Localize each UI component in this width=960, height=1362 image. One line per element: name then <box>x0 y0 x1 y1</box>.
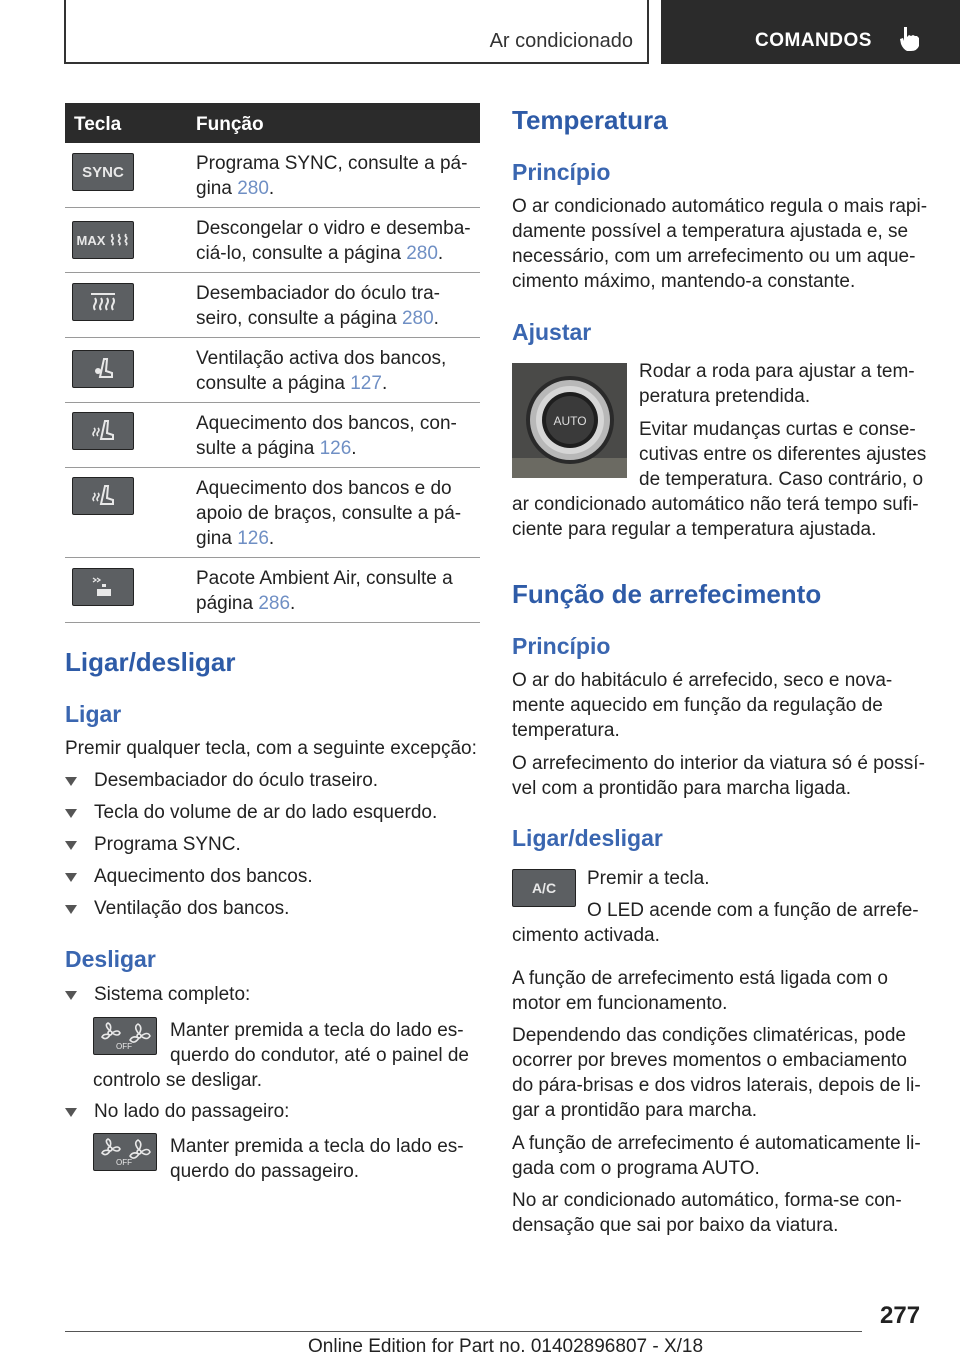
bullet-triangle-icon <box>65 873 77 882</box>
row-text: Aquecimento dos bancos e do apoio de braços, consulte a pá- gina 126. <box>196 478 462 549</box>
row-text: Desembaciador do óculo tra- seiro, consulte a página 280. <box>196 283 440 329</box>
heading-temperatura: Temperatura <box>512 105 668 135</box>
table-row <box>65 208 480 273</box>
table-header <box>65 103 480 143</box>
bullet-triangle-icon <box>65 841 77 850</box>
desligar-text-1a: Manter premida a tecla do lado es- <box>170 1020 464 1041</box>
footer-divider <box>65 1331 862 1332</box>
row-text: Descongelar o vidro e desemba- ciá-lo, consulte a página 280. <box>196 218 471 264</box>
ld-p2a: O LED acende com a função de arrefe- <box>587 900 919 921</box>
table-row <box>65 403 480 468</box>
ld-p3: A função de arrefecimento está ligada com o motor em funcionamento. <box>512 968 889 1014</box>
table-row <box>65 143 480 208</box>
svg-text:OFF: OFF <box>116 1158 132 1167</box>
page-link[interactable]: 126 <box>237 528 269 549</box>
page-link[interactable]: 280 <box>237 178 269 199</box>
temp-paragraph: O ar condicionado automático regula o mais rapi- damente possível a temperatura ajustada e, se necessário, com um arrefecimento ou um aque- cimento máximo, mantendo-a constante. <box>512 196 928 292</box>
header-chapter-title: COMANDOS <box>755 30 872 51</box>
ajustar-p1: Rodar a roda para ajustar a tem- peratura pretendida. <box>639 361 915 407</box>
seat-heating-button-icon <box>72 412 134 450</box>
heading-principio-2: Princípio <box>512 633 611 659</box>
heading-ajustar: Ajustar <box>512 319 592 345</box>
heading-funcao-arrefecimento: Função de arrefecimento <box>512 579 822 609</box>
max-defrost-button-icon: MAX ⌇⌇⌇ <box>72 221 134 259</box>
heading-principio: Princípio <box>512 159 611 185</box>
ld-p2b: cimento activada. <box>512 925 660 946</box>
funcao-p2: O arrefecimento do interior da viatura só é possí- vel com a prontidão para marcha ligada. <box>512 753 925 799</box>
bullet-triangle-icon <box>65 1108 77 1117</box>
row-text: Ventilação activa dos bancos, consulte a página 127. <box>196 348 447 394</box>
heading-ligar-desligar-2: Ligar/desligar <box>512 825 663 851</box>
svg-text:OFF: OFF <box>116 1042 132 1051</box>
ajustar-p2: Evitar mudanças curtas e conse- cutivas entre os diferentes ajustes de temperatura. Caso contrário, o <box>639 419 927 490</box>
ld-p5: A função de arrefecimento é automaticamente li- gada com o programa AUTO. <box>512 1133 921 1179</box>
page-link[interactable]: 127 <box>350 373 382 394</box>
ac-button-icon: A/C <box>512 869 576 907</box>
list-item: Ventilação dos bancos. <box>65 896 480 921</box>
header-chapter-box <box>661 0 960 64</box>
ld-p1: Premir a tecla. <box>587 868 710 889</box>
desligar-text-2a: Manter premida a tecla do lado es- <box>170 1136 464 1157</box>
page-link[interactable]: 126 <box>319 438 352 459</box>
seat-armrest-heating-button-icon <box>72 477 134 515</box>
knob-auto-label: AUTO <box>553 414 587 428</box>
bullet-triangle-icon <box>65 777 77 786</box>
bullet-triangle-icon <box>65 991 77 1000</box>
footer-edition: Online Edition for Part no. 01402896807 - X/18 <box>308 1336 704 1357</box>
table-row <box>65 468 480 558</box>
heading-ligar-desligar: Ligar/desligar <box>65 647 236 677</box>
funcao-p1: O ar do habitáculo é arrefecido, seco e nova- mente aquecido em função da regulação de temperatura. <box>512 670 893 741</box>
temperature-knob-image <box>512 363 627 478</box>
list-item: Programa SYNC. <box>65 832 480 857</box>
sync-button-icon: SYNC <box>72 153 134 191</box>
fan-off-button-icon <box>93 1017 157 1055</box>
list-item: Tecla do volume de ar do lado esquerdo. <box>65 800 480 825</box>
col-header-function: Função <box>196 114 264 135</box>
header-section-title: Ar condicionado <box>489 30 633 52</box>
ambient-air-button-icon <box>72 568 134 606</box>
desligar-text-1b: querdo do condutor, até o painel de <box>170 1045 469 1066</box>
row-text: Pacote Ambient Air, consulte a página 286. <box>196 568 453 614</box>
desligar-text-1c: controlo se desligar. <box>93 1070 262 1091</box>
heading-desligar: Desligar <box>65 946 156 972</box>
row-text: Aquecimento dos bancos, con- sulte a página 126. <box>196 413 457 459</box>
page-link[interactable]: 280 <box>401 308 434 329</box>
button-function-table <box>65 103 480 623</box>
table-row <box>65 558 480 623</box>
hand-pointer-icon <box>899 26 921 52</box>
ligar-intro: Premir qualquer tecla, com a seguinte excepção: <box>65 738 477 759</box>
fan-off-button-icon <box>93 1133 157 1171</box>
heading-ligar: Ligar <box>65 701 122 727</box>
table-row <box>65 273 480 338</box>
table-row <box>65 338 480 403</box>
ld-p6: No ar condicionado automático, forma-se con- densação que sai por baixo da viatura. <box>512 1190 902 1236</box>
header-section-box <box>64 0 649 64</box>
list-item: Aquecimento dos bancos. <box>65 864 480 889</box>
bullet-triangle-icon <box>65 809 77 818</box>
col-header-key: Tecla <box>74 114 122 135</box>
bullet-triangle-icon <box>65 905 77 914</box>
list-item: No lado do passageiro: <box>65 1099 480 1124</box>
ld-p4: Dependendo das condições climatéricas, pode ocorrer por breves momentos o embaciamento do pára-brisas e dos vidros laterais, depois de li- gar a prontidão para marcha. <box>512 1025 921 1121</box>
desligar-text-2b: querdo do passageiro. <box>170 1161 360 1182</box>
rear-defrost-button-icon <box>72 283 134 321</box>
seat-ventilation-button-icon <box>72 350 134 388</box>
page-link[interactable]: 286 <box>258 593 291 614</box>
page-number: 277 <box>880 1302 921 1329</box>
row-text: Programa SYNC, consulte a pá- gina 280. <box>196 153 468 199</box>
page-link[interactable]: 280 <box>406 243 438 264</box>
ligar-list <box>65 768 480 928</box>
ajustar-p2-cont: ar condicionado automático não terá tempo sufi- ciente para regular a temperatura ajustada. <box>512 494 919 540</box>
list-item: Sistema completo: <box>65 982 480 1007</box>
list-item: Desembaciador do óculo traseiro. <box>65 768 480 793</box>
